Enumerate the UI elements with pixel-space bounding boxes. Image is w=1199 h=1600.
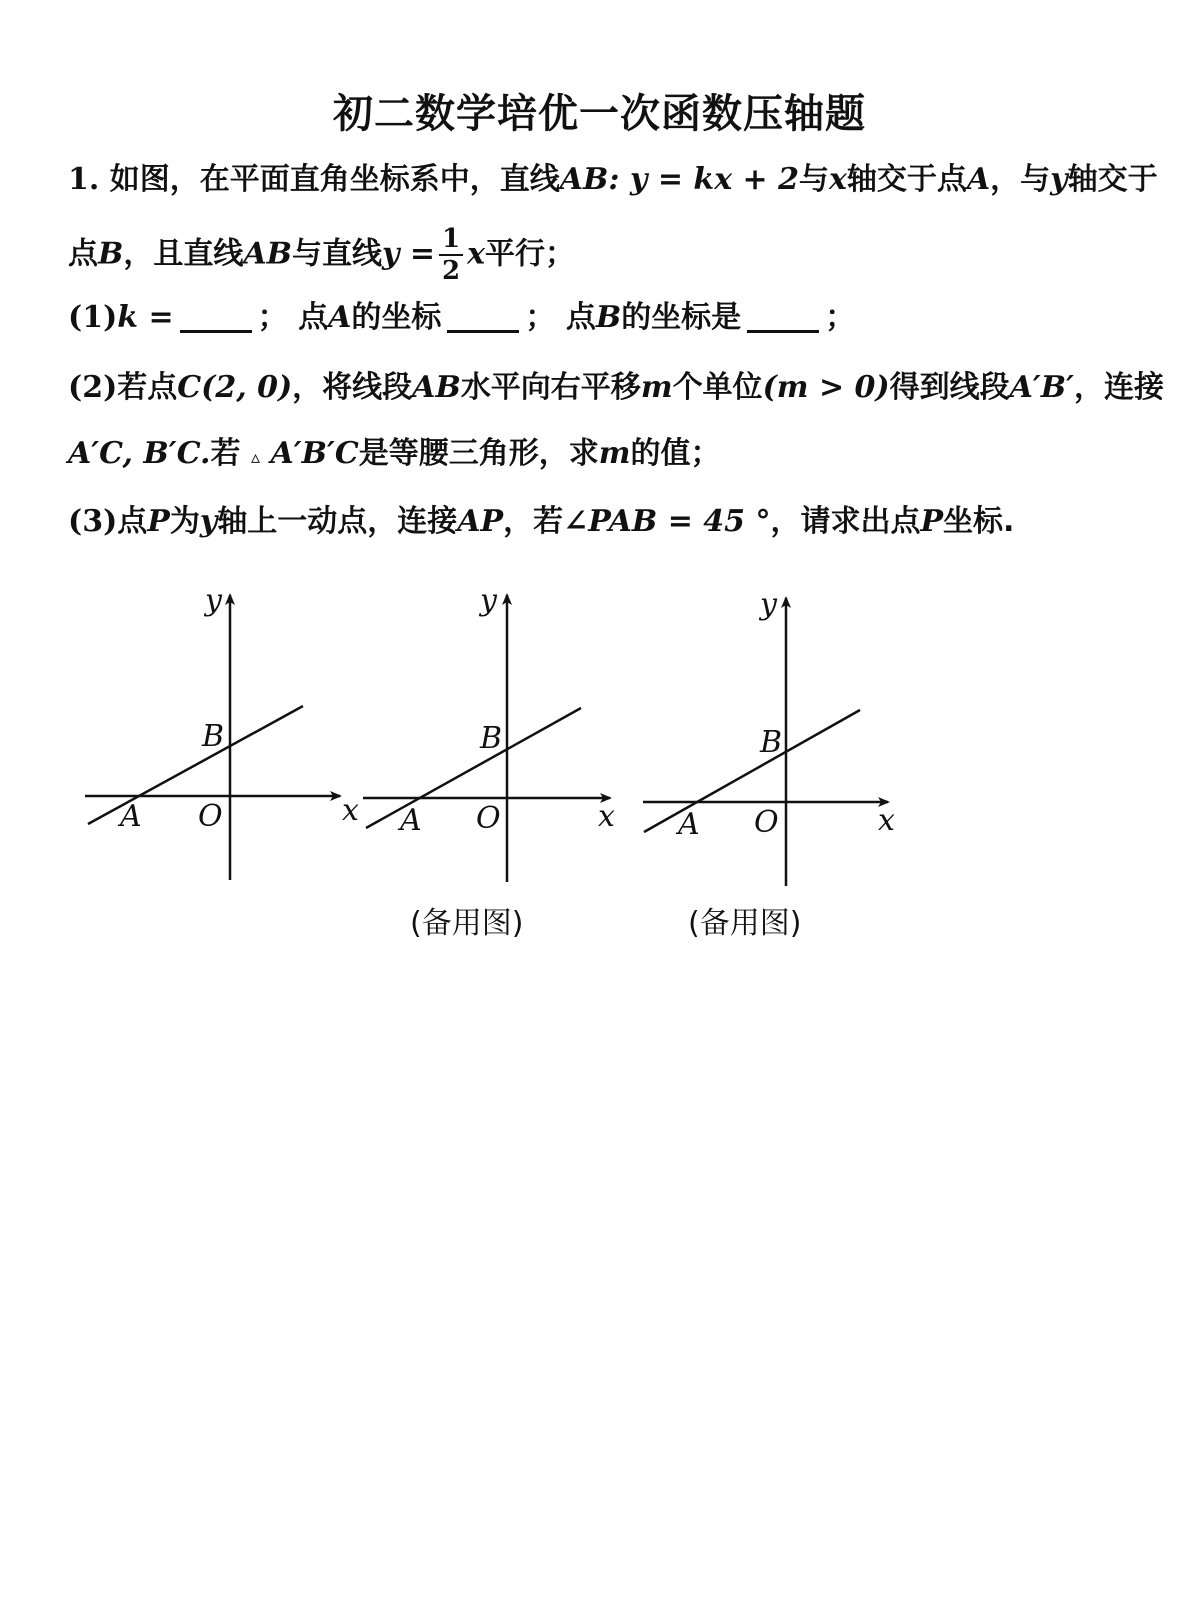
part-text: 点 <box>117 504 148 539</box>
point-b-label: B <box>760 725 783 760</box>
y-axis-label: y <box>205 583 222 618</box>
coordinate-figure-1 <box>80 580 380 900</box>
part-text: ，若 <box>503 504 564 539</box>
angle-pab: ∠PAB = 45 ° <box>563 504 771 539</box>
separator: ； <box>257 300 288 335</box>
coordinate-figure-3-svg <box>638 580 938 900</box>
coordinate-figure-1-svg <box>80 580 380 900</box>
problem-text: 如图，在平面直角坐标系中，直线 <box>109 162 560 197</box>
line-ab <box>366 708 581 828</box>
part-text: 坐标. <box>943 504 1015 539</box>
y-axis-label: y <box>480 583 497 618</box>
problem-text: ，与 <box>990 162 1051 197</box>
line-ab <box>644 710 860 832</box>
point-a-label: A <box>400 803 422 838</box>
part-text: 为 <box>169 504 200 539</box>
part-text: 点 <box>298 300 329 335</box>
problem-text: 轴交于点 <box>846 162 967 197</box>
problem-text: ，且直线 <box>123 236 244 272</box>
x-axis-label: x <box>878 803 895 838</box>
problem-line-2 <box>68 226 1139 284</box>
var-y: y <box>1050 162 1068 197</box>
triangle-symbol: ▵ <box>250 447 260 468</box>
part-2-line-2 <box>68 434 1139 478</box>
coordinate-figure-2-svg <box>358 580 658 900</box>
line-ab: AB <box>243 236 292 272</box>
figure-row <box>60 580 1160 960</box>
problem-line-1 <box>68 160 1158 200</box>
connections: A′C, B′C. <box>68 436 211 471</box>
point-c: C(2, 0) <box>177 370 293 405</box>
part-text: 水平向右平移 <box>460 370 641 405</box>
fraction-numerator: 1 <box>439 226 463 256</box>
line-equation: y = kx + 2 <box>629 162 799 197</box>
caption-figure-2: (备用图) <box>410 906 524 941</box>
origin-label: O <box>198 799 223 834</box>
var-m: m <box>598 436 631 471</box>
y-equals: y = <box>382 236 436 272</box>
part-label: (3) <box>68 504 118 539</box>
part-3 <box>68 502 1139 542</box>
part-label: (1) <box>68 300 118 335</box>
problem-text: 轴交于 <box>1067 162 1158 197</box>
fraction-denominator: 2 <box>442 256 461 286</box>
fraction-one-half <box>439 226 463 284</box>
part-text: 轴上一动点，连接 <box>217 504 458 539</box>
part-2-line-1 <box>68 368 1165 408</box>
point-a-label: A <box>678 807 700 842</box>
part-text: 点 <box>565 300 596 335</box>
coordinate-figure-3 <box>638 580 938 900</box>
problem-text: 点 <box>68 236 98 272</box>
point-p: P <box>920 504 944 539</box>
segment-ab: AB <box>412 370 461 405</box>
part-1 <box>68 298 1139 338</box>
answer-blank-k[interactable] <box>180 302 252 333</box>
var-x: x <box>467 236 485 272</box>
x-axis-label: x <box>342 793 359 828</box>
problem-number: 1. <box>68 162 100 197</box>
part-text: 的坐标 <box>351 300 442 335</box>
point-b-label: B <box>202 719 225 754</box>
point-a-label: A <box>120 799 142 834</box>
part-text: 个单位 <box>672 370 763 405</box>
k-equals: k = <box>117 300 174 335</box>
var-y: y <box>199 504 218 539</box>
var-m: m <box>640 370 673 405</box>
page-title: 初二数学培优一次函数压轴题 <box>333 91 866 137</box>
y-axis-label: y <box>760 587 777 622</box>
point-b-label: B <box>480 721 503 756</box>
separator: ； <box>525 300 556 335</box>
problem-text: 与 <box>798 162 829 197</box>
part-label: (2) <box>68 370 118 405</box>
point-a: A <box>966 162 991 197</box>
segment-ap: AP <box>457 504 504 539</box>
point-b: B <box>98 236 124 272</box>
origin-label: O <box>754 805 779 840</box>
point-a: A <box>328 300 352 335</box>
part-text: 若 <box>210 436 241 471</box>
triangle-name: A′B′C <box>270 436 359 471</box>
point-p: P <box>147 504 170 539</box>
x-axis-label: x <box>598 799 615 834</box>
part-text: 的坐标是 <box>621 300 742 335</box>
part-text: 是等腰三角形，求 <box>358 436 599 471</box>
answer-blank-b[interactable] <box>747 302 819 333</box>
problem-text: 与直线 <box>292 236 382 272</box>
line-name: AB: <box>559 162 620 197</box>
problem-text: 平行； <box>485 236 575 272</box>
segment-a-prime-b-prime: A′B′ <box>1009 370 1075 405</box>
condition-m: (m > 0) <box>762 370 890 405</box>
part-text: ，请求出点 <box>770 504 921 539</box>
part-text: 得到线段 <box>889 370 1010 405</box>
part-text: 若点 <box>117 370 178 405</box>
part-text: 的值； <box>630 436 721 471</box>
var-x: x <box>828 162 847 197</box>
part-text: ，连接 <box>1074 370 1165 405</box>
origin-label: O <box>476 801 501 836</box>
part-text: ，将线段 <box>292 370 413 405</box>
point-b: B <box>595 300 622 335</box>
caption-figure-3: (备用图) <box>688 906 802 941</box>
answer-blank-a[interactable] <box>447 302 519 333</box>
coordinate-figure-2 <box>358 580 658 900</box>
separator: ； <box>825 300 856 335</box>
